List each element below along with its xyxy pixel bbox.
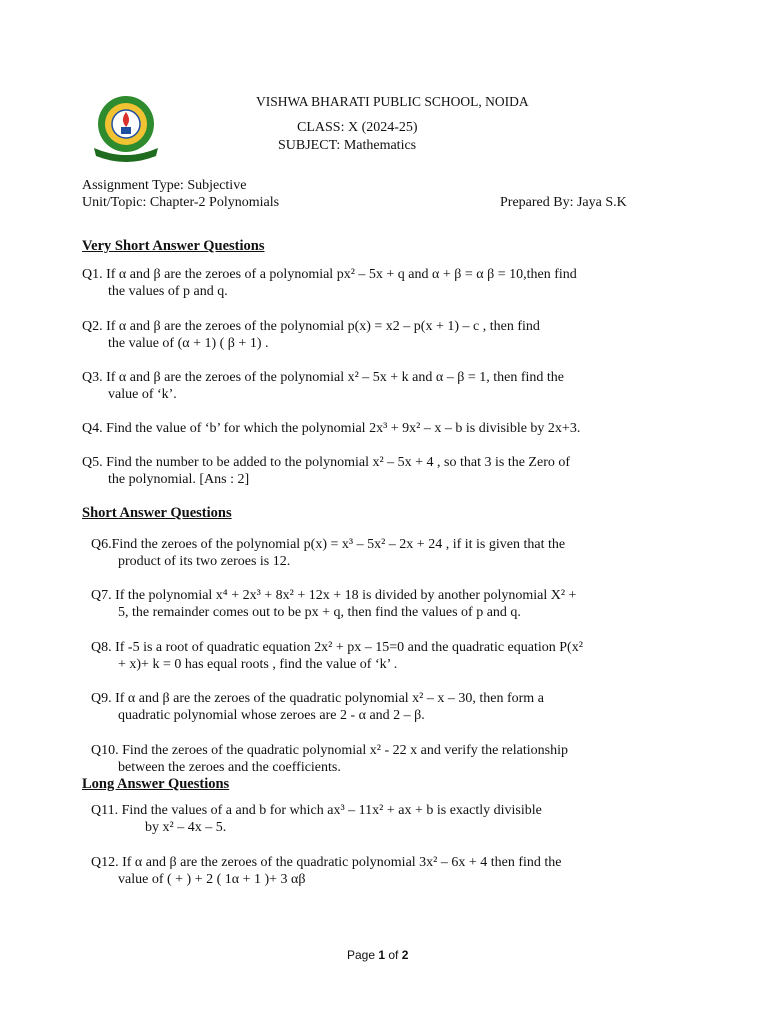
question-text-cont: quadratic polynomial whose zeroes are 2 - α and 2 – β.	[118, 708, 425, 723]
question-text: Q11. Find the values of a and b for which ax³ – 11x² + ax + b is exactly divisible	[91, 803, 542, 818]
question-q2	[82, 318, 540, 352]
school-name: VISHWA BHARATI PUBLIC SCHOOL, NOIDA	[256, 94, 529, 109]
question-text-cont: between the zeroes and the coefficients.	[118, 760, 341, 775]
question-text: Q4. Find the value of ‘b’ for which the polynomial 2x³ + 9x² – x – b is divisible by 2x+3.	[82, 421, 581, 436]
subject-label: SUBJECT: Mathematics	[278, 138, 417, 153]
question-q9	[91, 690, 544, 724]
assignment-type: Assignment Type: Subjective	[82, 178, 247, 193]
question-q7	[91, 587, 576, 621]
unit-topic: Unit/Topic: Chapter-2 Polynomials	[82, 195, 280, 210]
question-text: Q3. If α and β are the zeroes of the polynomial x² – 5x + k and α – β = 1, then find the	[82, 370, 565, 385]
question-text-cont: the polynomial. [Ans : 2]	[108, 472, 250, 487]
page-current: 1	[378, 948, 386, 962]
question-text-cont: 5, the remainder comes out to be px + q, then find the values of p and q.	[118, 605, 521, 620]
question-text: Q7. If the polynomial x⁴ + 2x³ + 8x² + 12x + 18 is divided by another polynomial X² +	[91, 588, 577, 603]
school-logo	[88, 92, 164, 166]
question-text-cont: the values of p and q.	[108, 284, 228, 299]
question-q1	[82, 266, 577, 300]
question-q10	[91, 742, 568, 776]
question-text-cont: by x² – 4x – 5.	[145, 820, 227, 835]
question-q4	[82, 420, 580, 437]
question-text: Q1. If α and β are the zeroes of a polynomial px² – 5x + q and α + β = α β = 10,then find	[82, 267, 577, 282]
question-q5	[82, 454, 570, 488]
question-text-cont: value of ‘k’.	[108, 387, 177, 402]
question-q12	[91, 854, 562, 888]
question-text: Q6.Find the zeroes of the polynomial p(x) = x³ – 5x² – 2x + 24 , if it is given that the	[91, 537, 566, 552]
question-text-cont: value of ( + ) + 2 ( 1α + 1 )+ 3 αβ	[118, 872, 306, 887]
class-label: CLASS: X (2024-25)	[297, 120, 418, 135]
section-very-short-title: Very Short Answer Questions	[82, 238, 265, 254]
question-q11	[91, 802, 542, 836]
question-q3	[82, 369, 564, 403]
page-mid: of	[385, 948, 402, 962]
question-q6	[91, 536, 565, 570]
page-prefix: Page	[347, 948, 379, 962]
question-text: Q8. If -5 is a root of quadratic equation 2x² + px – 15=0 and the quadratic equation P(x²	[91, 640, 583, 655]
question-text: Q9. If α and β are the zeroes of the quadratic polynomial x² – x – 30, then form a	[91, 691, 544, 706]
question-q8	[91, 639, 583, 673]
question-text-cont: product of its two zeroes is 12.	[118, 554, 291, 569]
page-number	[347, 948, 408, 962]
section-long-title: Long Answer Questions	[82, 776, 230, 792]
question-text: Q2. If α and β are the zeroes of the polynomial p(x) = x2 – p(x + 1) – c , then find	[82, 319, 540, 334]
question-text-cont: + x)+ k = 0 has equal roots , find the value of ‘k’ .	[118, 657, 398, 672]
question-text: Q10. Find the zeroes of the quadratic polynomial x² - 22 x and verify the relationship	[91, 743, 568, 758]
question-text: Q5. Find the number to be added to the polynomial x² – 5x + 4 , so that 3 is the Zero of	[82, 455, 571, 470]
prepared-by: Prepared By: Jaya S.K	[500, 195, 627, 210]
question-text: Q12. If α and β are the zeroes of the quadratic polynomial 3x² – 6x + 4 then find the	[91, 855, 562, 870]
page-total: 2	[401, 948, 409, 962]
section-short-title: Short Answer Questions	[82, 505, 232, 521]
question-text-cont: the value of (α + 1) ( β + 1) .	[108, 336, 269, 351]
